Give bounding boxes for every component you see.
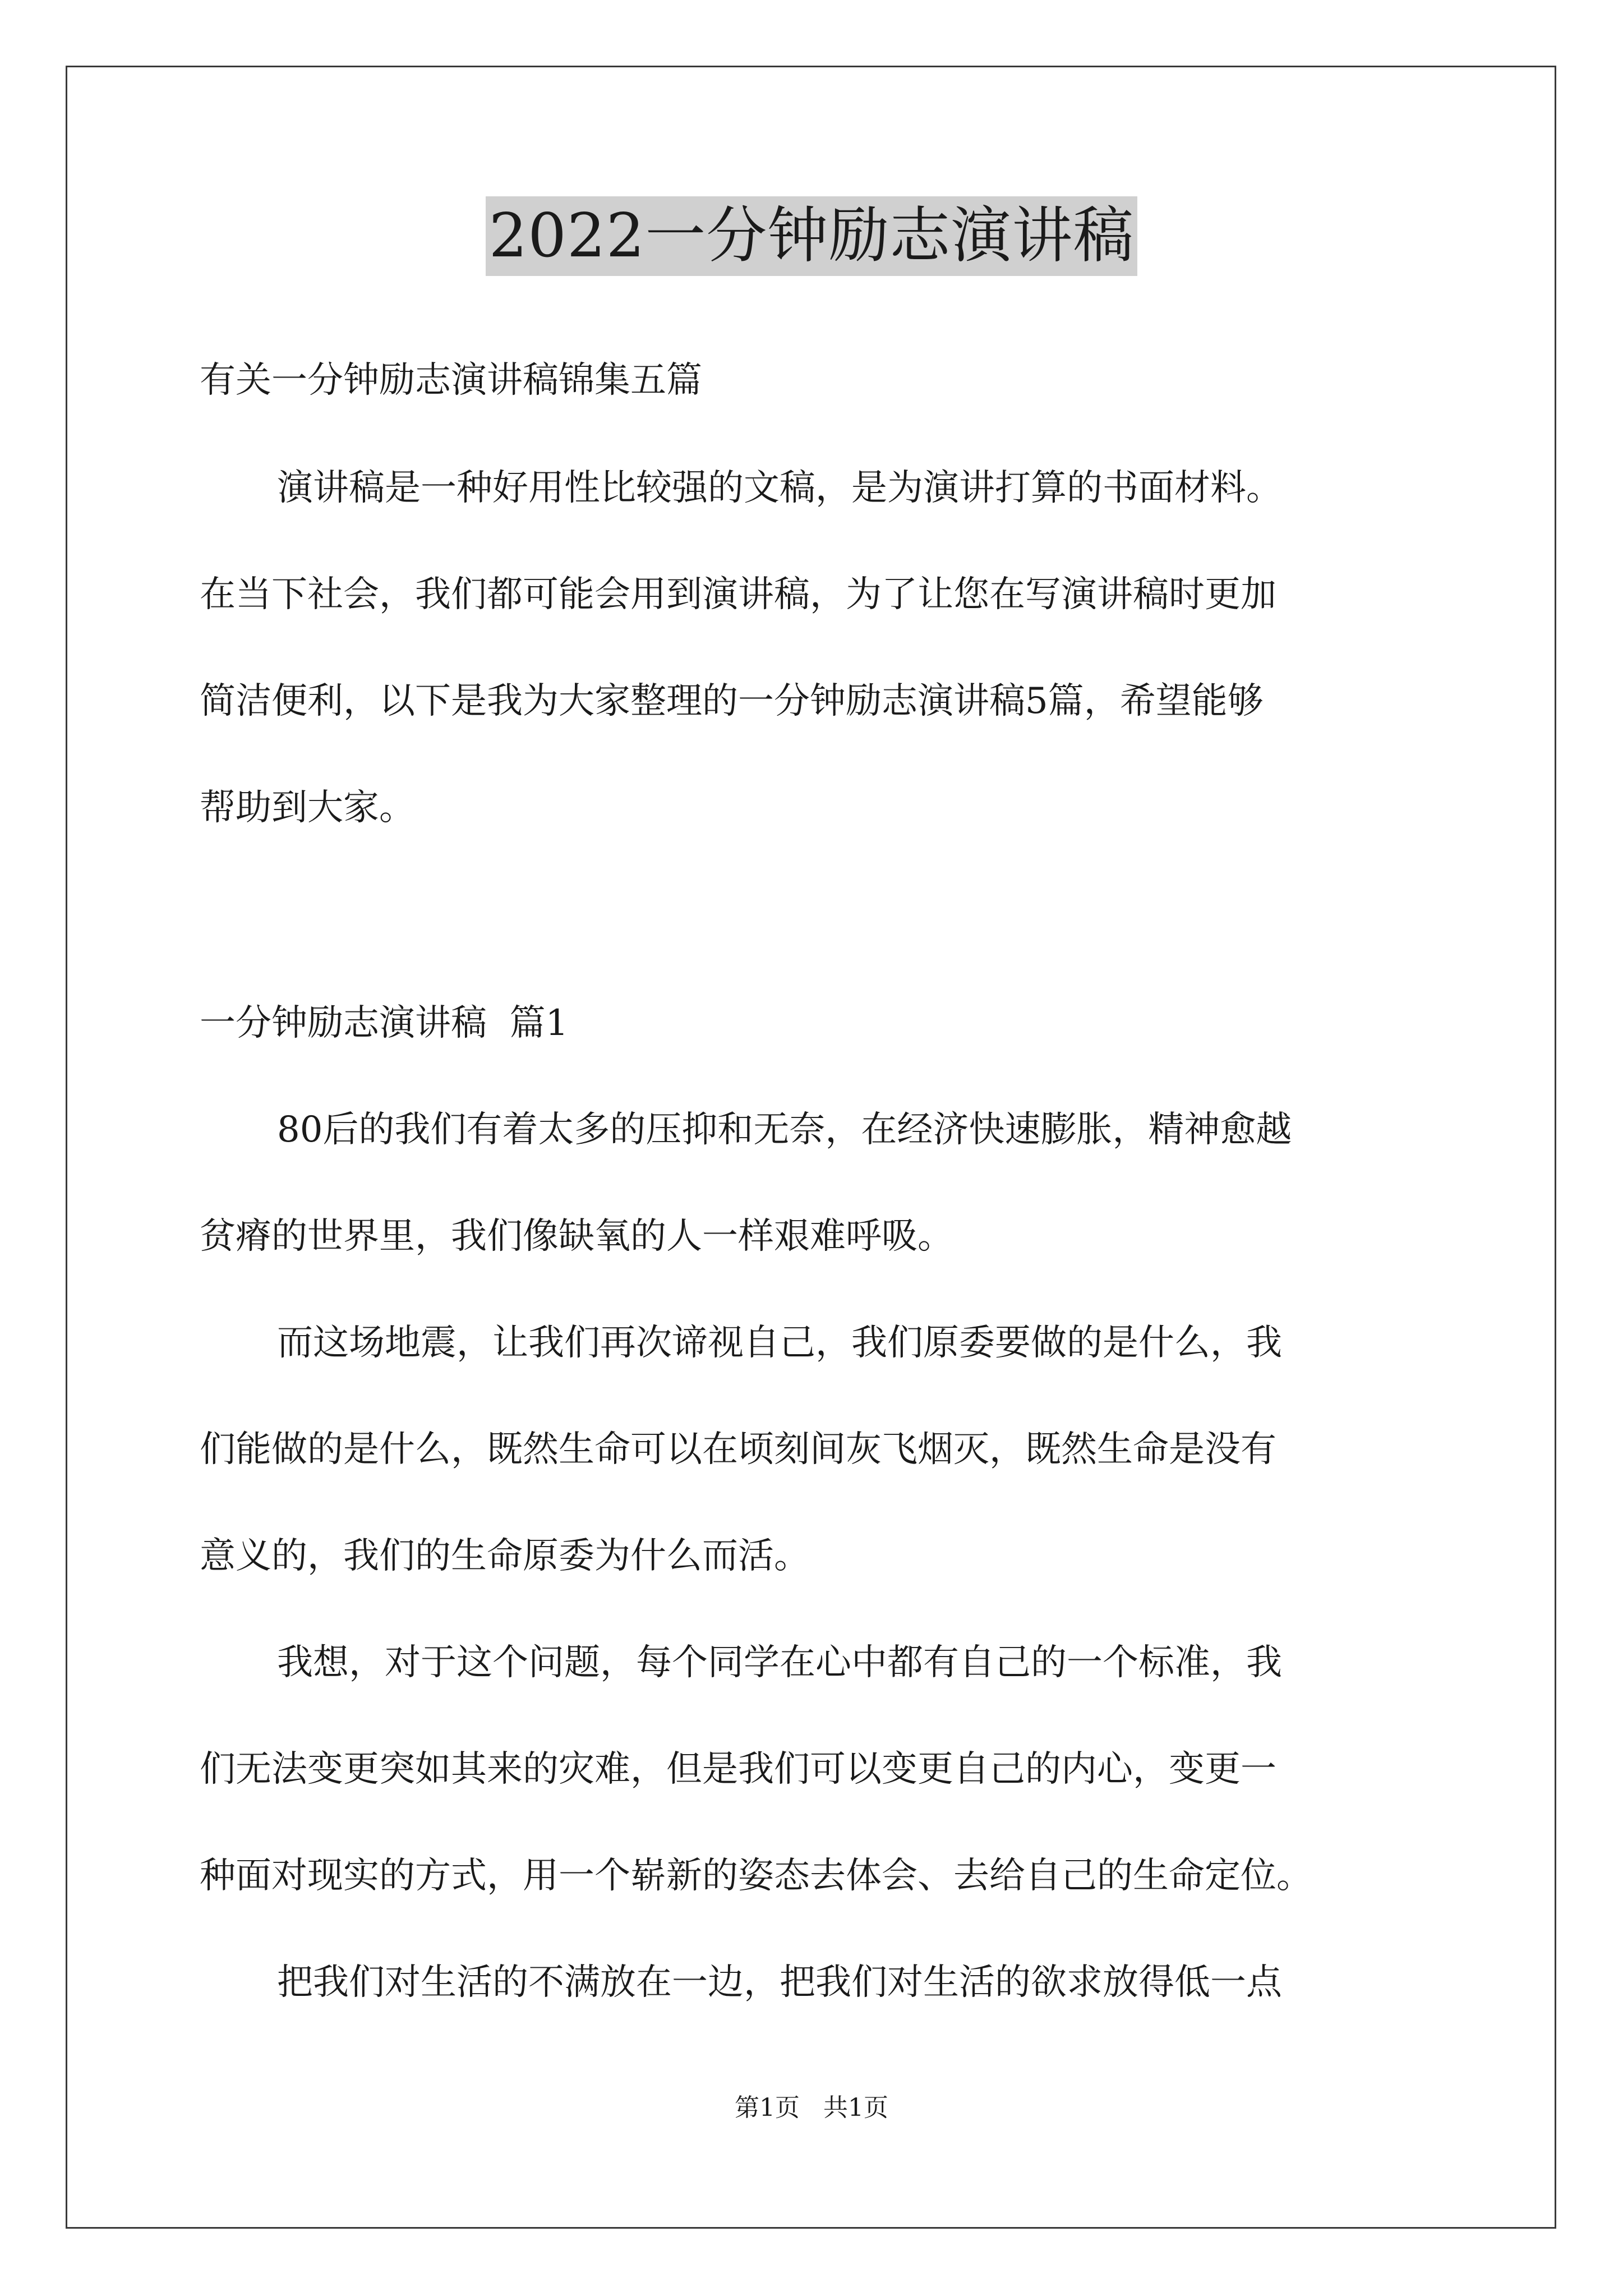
intro-paragraph-line: 帮助到大家。 bbox=[200, 787, 415, 829]
body-paragraph-line: 种面对现实的方式，用一个崭新的姿态去体会、去给自己的生命定位。 bbox=[200, 1855, 1312, 1897]
page-number-footer: 第1页 共1页 bbox=[735, 2093, 888, 2122]
body-paragraph-line: 们无法变更突如其来的灾难，但是我们可以变更自己的内心，变更一 bbox=[200, 1749, 1276, 1790]
body-paragraph-line: 意义的，我们的生命原委为什么而活。 bbox=[200, 1535, 810, 1577]
body-paragraph-line: 80后的我们有着太多的压抑和无奈，在经济快速膨胀，精神愈越 bbox=[277, 1109, 1292, 1151]
title-container bbox=[0, 196, 1623, 276]
intro-paragraph-line: 在当下社会，我们都可能会用到演讲稿，为了让您在写演讲稿时更加 bbox=[200, 574, 1276, 615]
body-paragraph-line: 们能做的是什么，既然生命可以在顷刻间灰飞烟灭，既然生命是没有 bbox=[200, 1429, 1276, 1470]
body-paragraph-line: 把我们对生活的不满放在一边，把我们对生活的欲求放得低一点 bbox=[277, 1962, 1282, 2003]
document-title: 2022一分钟励志演讲稿 bbox=[486, 196, 1138, 276]
body-paragraph-line: 贫瘠的世界里，我们像缺氧的人一样艰难呼吸。 bbox=[200, 1216, 953, 1257]
document-subtitle: 有关一分钟励志演讲稿锦集五篇 bbox=[200, 360, 702, 401]
intro-paragraph-line: 演讲稿是一种好用性比较强的文稿，是为演讲打算的书面材料。 bbox=[277, 467, 1282, 509]
intro-paragraph-line: 简洁便利，以下是我为大家整理的一分钟励志演讲稿5篇，希望能够 bbox=[200, 680, 1264, 722]
body-paragraph-line: 而这场地震，让我们再次谛视自己，我们原委要做的是什么，我 bbox=[277, 1322, 1282, 1364]
section-heading: 一分钟励志演讲稿 篇1 bbox=[200, 1002, 569, 1044]
body-paragraph-line: 我想，对于这个问题，每个同学在心中都有自己的一个标准，我 bbox=[277, 1642, 1282, 1683]
